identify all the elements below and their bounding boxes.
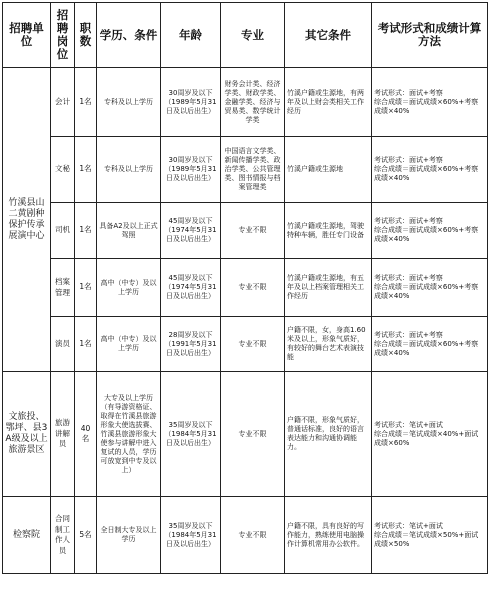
other-cell: 竹溪户籍或生源地，有两年及以上财会类相关工作经历: [285, 68, 372, 137]
unit-cell: 文旅投、鄂坪、县3A级及以上旅游景区: [3, 372, 51, 497]
header-other: 其它条件: [285, 3, 372, 68]
exam-cell: 考试形式：笔试+面试 综合成绩＝笔试成绩×40%+面试成绩×60%: [372, 372, 488, 497]
count-cell: 1名: [75, 68, 97, 137]
education-cell: 专科及以上学历: [97, 137, 161, 203]
count-cell: 1名: [75, 259, 97, 317]
education-cell: 高中（中专）及以上学历: [97, 259, 161, 317]
education-cell: 具备A2及以上正式驾照: [97, 203, 161, 259]
other-cell: 户籍不限，形象气质好，普通话标准，良好的语言表达能力和沟通协调能力。: [285, 372, 372, 497]
unit-cell: 竹溪县山二黄剧种保护传承展演中心: [3, 68, 51, 372]
post-cell: 司机: [51, 203, 75, 259]
major-cell: 专业不限: [221, 203, 285, 259]
age-cell: 28周岁及以下（1991年5月31日及以后出生）: [161, 317, 221, 372]
age-cell: 45周岁及以下（1974年5月31日及以后出生）: [161, 259, 221, 317]
post-cell: 合同制工作人员: [51, 497, 75, 574]
exam-cell: 考试形式：面试+考察 综合成绩＝面试成绩×60%+考察成绩×40%: [372, 259, 488, 317]
count-cell: 1名: [75, 317, 97, 372]
unit-cell: 检察院: [3, 497, 51, 574]
major-cell: 中国语言文学类、新闻传播学类、政治学类、公共管理类、图书情报与档案管理类: [221, 137, 285, 203]
major-cell: 专业不限: [221, 497, 285, 574]
post-cell: 会计: [51, 68, 75, 137]
exam-cell: 考试形式：面试+考察 综合成绩＝面试成绩×60%+考察成绩×40%: [372, 137, 488, 203]
other-cell: 竹溪户籍或生源地: [285, 137, 372, 203]
header-major: 专业: [221, 3, 285, 68]
exam-cell: 考试形式：面试+考察 综合成绩＝面试成绩×60%+考察成绩×40%: [372, 203, 488, 259]
table-row: [3, 497, 488, 574]
major-cell: 专业不限: [221, 317, 285, 372]
table-header-row: [3, 3, 488, 68]
count-cell: 5名: [75, 497, 97, 574]
other-cell: 户籍不限，女，身高1.60米及以上，形象气质好，有较好的舞台艺术表演技能: [285, 317, 372, 372]
table-row: [3, 137, 488, 203]
table-row: [3, 203, 488, 259]
age-cell: 35周岁及以下（1984年5月31日及以后出生）: [161, 372, 221, 497]
post-cell: 文秘: [51, 137, 75, 203]
table-row: [3, 372, 488, 497]
other-cell: 竹溪户籍或生源地，驾驶特种车辆，胜任专门设备: [285, 203, 372, 259]
recruitment-table: [2, 2, 488, 574]
post-cell: 旅游讲解员: [51, 372, 75, 497]
count-cell: 1名: [75, 203, 97, 259]
count-cell: 40名: [75, 372, 97, 497]
major-cell: 专业不限: [221, 259, 285, 317]
header-exam: 考试形式和成绩计算方法: [372, 3, 488, 68]
header-post: 招聘岗位: [51, 3, 75, 68]
post-cell: 档案管理: [51, 259, 75, 317]
exam-cell: 考试形式：面试+考察 综合成绩＝面试成绩×60%+考察成绩×40%: [372, 317, 488, 372]
major-cell: 财务会计类、经济学类、财政学类、金融学类、经济与贸易类、数学统计学类: [221, 68, 285, 137]
other-cell: 竹溪户籍或生源地，有五年及以上档案管理相关工作经历: [285, 259, 372, 317]
education-cell: 高中（中专）及以上学历: [97, 317, 161, 372]
header-age: 年龄: [161, 3, 221, 68]
exam-cell: 考试形式：笔试+面试 综合成绩＝笔试成绩×50%+面试成绩×50%: [372, 497, 488, 574]
header-unit: 招聘单位: [3, 3, 51, 68]
exam-cell: 考试形式：面试+考察 综合成绩＝面试成绩×60%+考察成绩×40%: [372, 68, 488, 137]
education-cell: 全日制大专及以上学历: [97, 497, 161, 574]
count-cell: 1名: [75, 137, 97, 203]
other-cell: 户籍不限，具有良好的写作能力，熟练使用电脑操作计算机常用办公软件。: [285, 497, 372, 574]
age-cell: 30周岁及以下（1989年5月31日及以后出生）: [161, 68, 221, 137]
header-education: 学历、条件: [97, 3, 161, 68]
age-cell: 30周岁及以下（1989年5月31日及以后出生）: [161, 137, 221, 203]
table-row: [3, 68, 488, 137]
education-cell: 专科及以上学历: [97, 68, 161, 137]
header-count: 职数: [75, 3, 97, 68]
major-cell: 专业不限: [221, 372, 285, 497]
post-cell: 演员: [51, 317, 75, 372]
education-cell: 大专及以上学历（有导游资格证、取得在竹溪县旅游形象大使选拔赛、竹溪县旅游形象大使参与讲解中进入复试的人员，学历可放宽到中专及以上）: [97, 372, 161, 497]
table-row: [3, 259, 488, 317]
age-cell: 45周岁及以下（1974年5月31日及以后出生）: [161, 203, 221, 259]
table-row: [3, 317, 488, 372]
age-cell: 35周岁及以下（1984年5月31日及以后出生）: [161, 497, 221, 574]
